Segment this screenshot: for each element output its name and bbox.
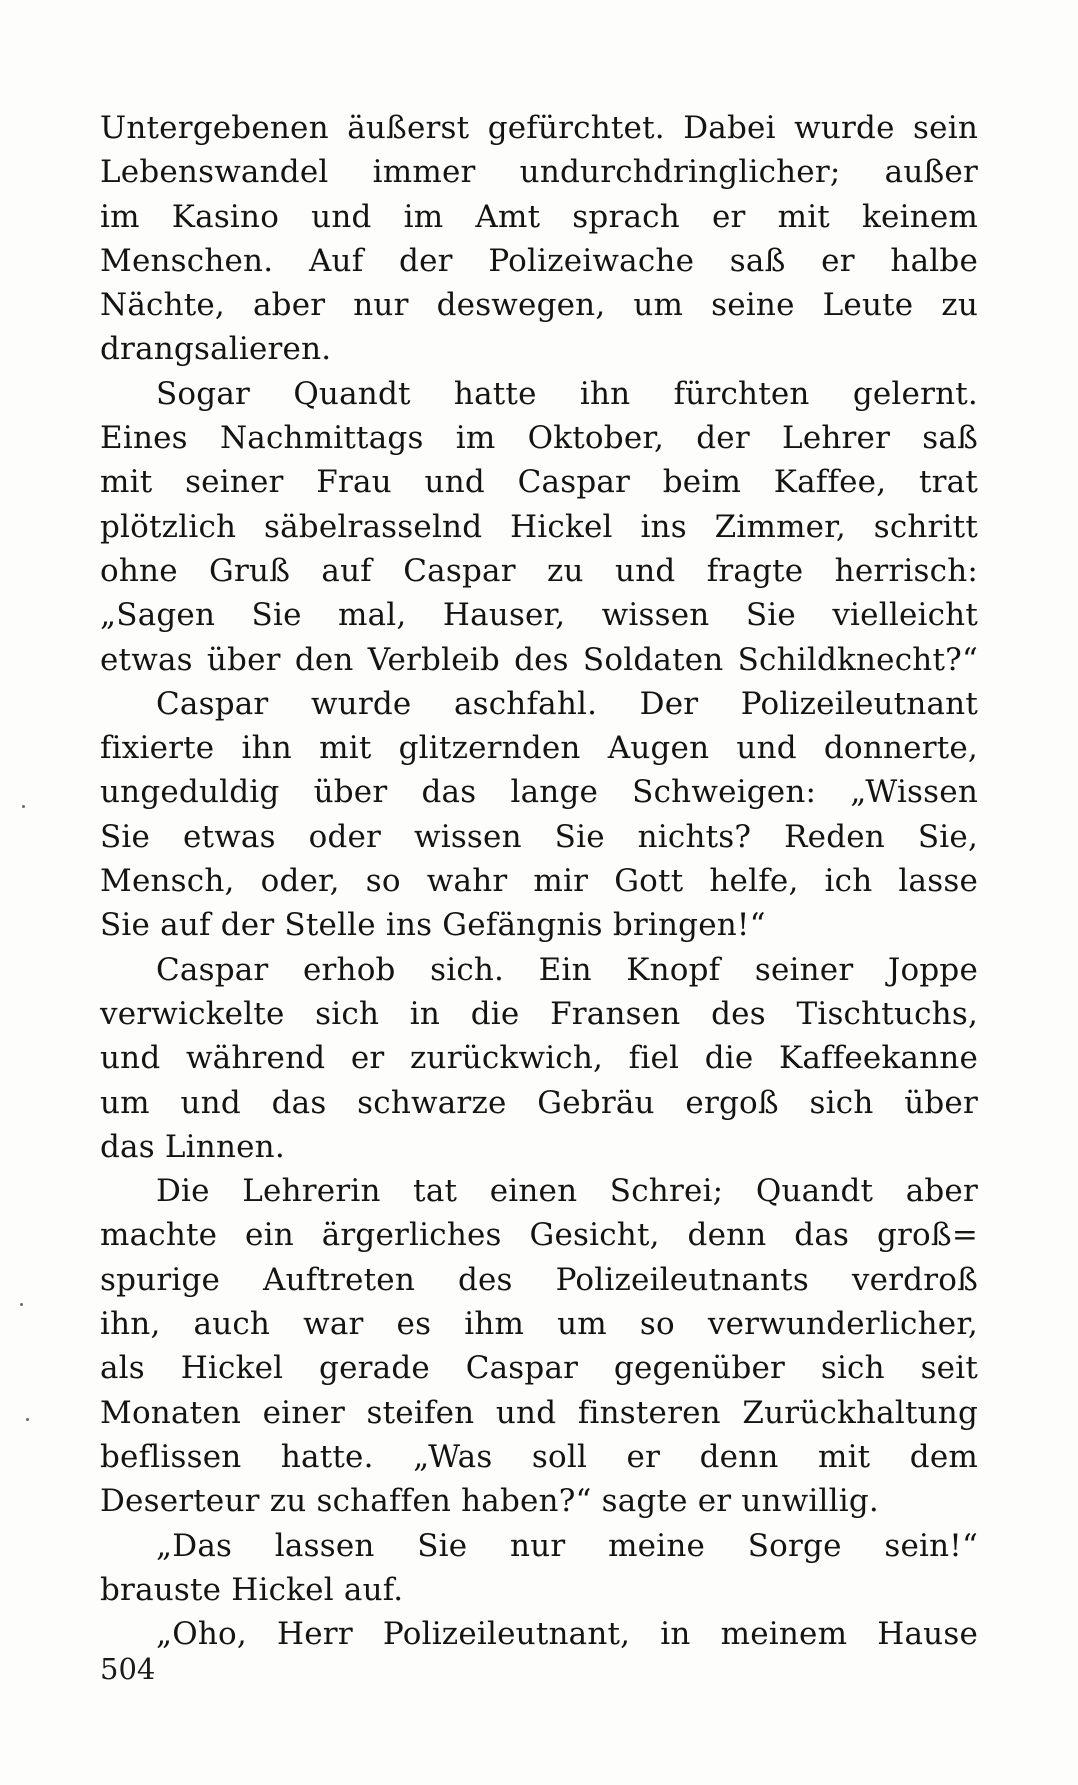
text-line: fixierte ihn mit glitzernden Augen und donnerte, xyxy=(100,730,978,767)
text-line: beflissen hatte. „Was soll er denn mit dem xyxy=(100,1438,978,1475)
text-line: im Kasino und im Amt sprach er mit keinem xyxy=(100,198,978,235)
text-line: drangsalieren. xyxy=(100,331,332,368)
text-line: Eines Nachmittags im Oktober, der Lehrer saß xyxy=(100,420,978,457)
text-line: Menschen. Auf der Polizeiwache saß er halbe xyxy=(100,242,978,279)
text-line: machte ein ärgerliches Gesicht, denn das groß= xyxy=(100,1217,978,1254)
text-line: als Hickel gerade Caspar gegenüber sich seit xyxy=(100,1350,978,1387)
text-line: Lebenswandel immer undurchdringlicher; außer xyxy=(100,154,978,191)
paper-speck xyxy=(22,805,25,808)
text-line: ihn, auch war es ihm um so verwunderlicher, xyxy=(100,1306,978,1343)
text-line: verwickelte sich in die Fransen des Tischtuchs, xyxy=(100,995,978,1032)
text-line: ungeduldig über das lange Schweigen: „Wissen xyxy=(100,774,978,811)
text-line: „Sagen Sie mal, Hauser, wissen Sie vielleicht xyxy=(100,597,978,634)
text-line: das Linnen. xyxy=(100,1128,285,1165)
text-line: etwas über den Verbleib des Soldaten Schildknecht?“ xyxy=(100,641,978,678)
text-line: um und das schwarze Gebräu ergoß sich über xyxy=(100,1084,978,1121)
text-line: ohne Gruß auf Caspar zu und fragte herrisch: xyxy=(100,552,978,589)
text-line: Caspar wurde aschfahl. Der Polizeileutnant xyxy=(156,685,978,722)
text-line: Sie auf der Stelle ins Gefängnis bringen!“ xyxy=(100,907,766,944)
text-line: plötzlich säbelrasselnd Hickel ins Zimmer, schritt xyxy=(100,508,978,545)
text-line: Untergebenen äußerst gefürchtet. Dabei wurde sein xyxy=(100,110,978,146)
text-line: Monaten einer steifen und finsteren Zurückhaltung xyxy=(100,1394,978,1431)
text-line: und während er zurückwich, fiel die Kaffeekanne xyxy=(100,1040,978,1077)
paper-speck xyxy=(26,1418,29,1421)
text-line: „Oho, Herr Polizeileutnant, in meinem Hause xyxy=(156,1616,978,1653)
text-line: Die Lehrerin tat einen Schrei; Quandt aber xyxy=(156,1173,978,1210)
text-line: Sie etwas oder wissen Sie nichts? Reden Sie, xyxy=(100,818,978,855)
text-line: Sogar Quandt hatte ihn fürchten gelernt. xyxy=(156,375,978,412)
text-line: Caspar erhob sich. Ein Knopf seiner Joppe xyxy=(156,951,978,988)
text-line: Deserteur zu schaffen haben?“ sagte er unwillig. xyxy=(100,1483,879,1520)
paper-speck xyxy=(20,1303,23,1306)
text-line: Nächte, aber nur deswegen, um seine Leute zu xyxy=(100,287,978,324)
text-line: Mensch, oder, so wahr mir Gott helfe, ich lasse xyxy=(100,863,978,900)
text-line: brauste Hickel auf. xyxy=(100,1571,404,1608)
text-line: „Das lassen Sie nur meine Sorge sein!“ xyxy=(156,1527,978,1564)
text-line: spurige Auftreten des Polizeileutnants verdroß xyxy=(100,1261,978,1298)
body-text xyxy=(100,106,978,1656)
page-number: 504 xyxy=(100,1652,156,1686)
text-line: mit seiner Frau und Caspar beim Kaffee, trat xyxy=(100,464,978,501)
